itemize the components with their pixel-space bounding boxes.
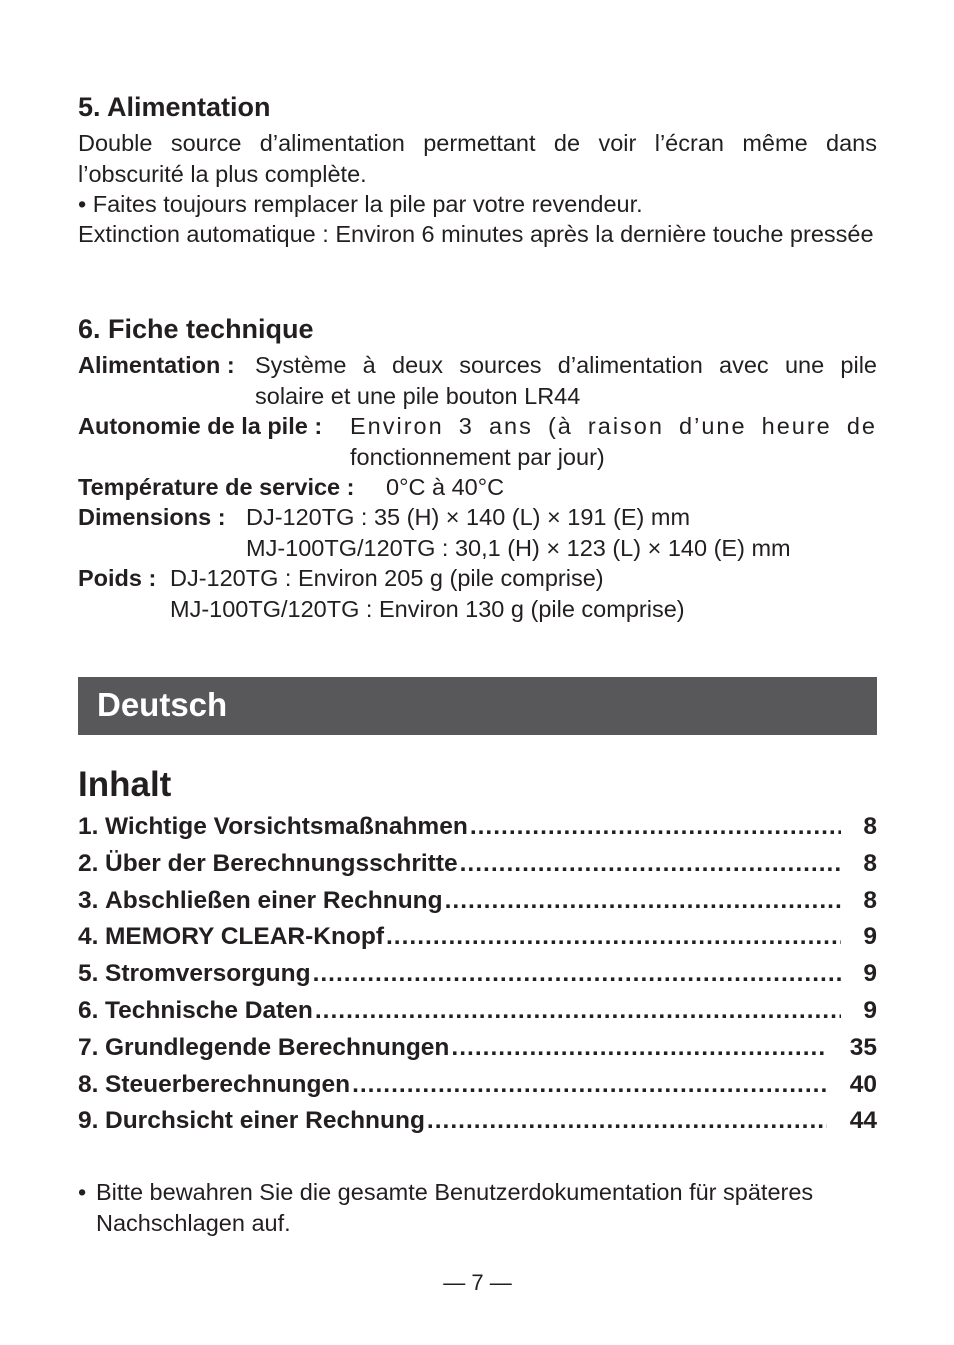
language-banner — [78, 677, 877, 735]
spec-value: DJ-120TG : Environ 205 g (pile comprise) — [170, 565, 604, 591]
toc-leader-dots — [315, 997, 841, 1025]
spec-label: Température de service : — [78, 474, 355, 500]
bullet: • — [78, 1179, 87, 1205]
toc-leader-dots — [313, 960, 841, 988]
toc-item-number: 4. — [78, 923, 99, 951]
spec-alimentation — [78, 350, 877, 412]
toc-item — [78, 1107, 877, 1144]
toc-item-page: 8 — [863, 849, 877, 877]
toc-item-page: 9 — [863, 996, 877, 1024]
toc-item-label: Abschließen einer Rechnung — [105, 886, 443, 914]
toc-leader-dots — [352, 1071, 827, 1099]
toc-item — [78, 960, 877, 997]
toc-item-page: 9 — [863, 960, 877, 988]
spec-value: MJ-100TG/120TG : 30,1 (H) × 123 (L) × 140 (E) mm — [246, 534, 791, 561]
toc-item-label: Über der Berechnungsschritte — [105, 849, 458, 877]
toc-item-page: 35 — [849, 1033, 877, 1061]
documentation-note — [78, 1177, 877, 1238]
section-5-bullet: • Faites toujours remplacer la pile par votre revendeur. — [78, 191, 643, 217]
toc-leader-dots — [470, 813, 841, 841]
toc-item — [78, 813, 877, 850]
spec-label: Poids : — [78, 565, 157, 591]
toc-item-page: 8 — [863, 886, 877, 914]
toc-item-number: 3. — [78, 886, 99, 914]
toc-item-number: 8. — [78, 1070, 99, 1098]
toc-item-label: MEMORY CLEAR-Knopf — [105, 923, 384, 951]
toc-item-number: 2. — [78, 849, 99, 877]
banner-label: Deutsch — [97, 686, 228, 723]
toc-item — [78, 923, 877, 960]
spec-value: DJ-120TG : 35 (H) × 140 (L) × 191 (E) mm — [246, 504, 691, 530]
section-5-description: Double source d’alimentation permettant de voir l’écran même dans l’obscurité la plus complète. — [78, 130, 877, 187]
toc-item-label: Wichtige Vorsichtsmaßnahmen — [105, 813, 468, 840]
toc-item — [78, 997, 877, 1034]
toc-leader-dots — [427, 1107, 827, 1135]
table-of-contents — [78, 813, 877, 1144]
toc-item-page: 40 — [849, 1070, 877, 1098]
spec-dimensions — [78, 502, 877, 564]
toc-leader-dots — [451, 1034, 827, 1062]
toc-item-label: Technische Daten — [105, 996, 313, 1024]
toc-item-label: Durchsicht einer Rechnung — [105, 1107, 425, 1135]
spec-value: 0°C à 40°C — [386, 474, 505, 500]
toc-leader-dots — [460, 850, 841, 878]
spec-value: MJ-100TG/120TG : Environ 130 g (pile comprise) — [170, 595, 685, 622]
note-text: Bitte bewahren Sie die gesamte Benutzerdokumentation für späteres Nachschlagen auf. — [96, 1179, 814, 1236]
spec-value: Système à deux sources d’alimentation avec une pile — [255, 352, 877, 378]
toc-leader-dots — [445, 887, 841, 915]
spec-label: Dimensions : — [78, 504, 226, 530]
toc-item-number: 5. — [78, 960, 99, 988]
spec-autonomie — [78, 411, 877, 473]
spec-value: fonctionnement par jour) — [350, 443, 605, 470]
spec-label: Autonomie de la pile : — [78, 413, 323, 439]
spec-temperature — [78, 472, 877, 503]
toc-title: Inhalt — [78, 765, 172, 804]
toc-leader-dots — [386, 923, 841, 951]
toc-item — [78, 887, 877, 924]
spec-poids — [78, 563, 877, 625]
toc-item-page: 44 — [849, 1107, 877, 1135]
spec-value: solaire et une pile bouton LR44 — [255, 382, 581, 409]
toc-item-page: 8 — [863, 813, 877, 840]
section-5-auto-off: Extinction automatique : Environ 6 minutes après la dernière touche pressée — [78, 221, 874, 247]
toc-item-number: 9. — [78, 1107, 99, 1135]
toc-item — [78, 1071, 877, 1108]
page-number: — 7 — — [443, 1270, 512, 1295]
toc-item-number: 7. — [78, 1033, 99, 1061]
toc-item-page: 9 — [863, 923, 877, 951]
toc-item — [78, 850, 877, 887]
toc-item-number: 1. — [78, 813, 99, 840]
section-5-title: 5. Alimentation — [78, 92, 271, 122]
toc-item-label: Grundlegende Berechnungen — [105, 1033, 450, 1061]
toc-item-label: Steuerberechnungen — [105, 1070, 351, 1098]
section-6-title: 6. Fiche technique — [78, 314, 314, 344]
toc-item-number: 6. — [78, 996, 99, 1024]
toc-item-label: Stromversorgung — [105, 960, 311, 988]
toc-item — [78, 1034, 877, 1071]
spec-label: Alimentation : — [78, 352, 235, 378]
spec-value: Environ 3 ans (à raison d’une heure de — [350, 413, 877, 439]
